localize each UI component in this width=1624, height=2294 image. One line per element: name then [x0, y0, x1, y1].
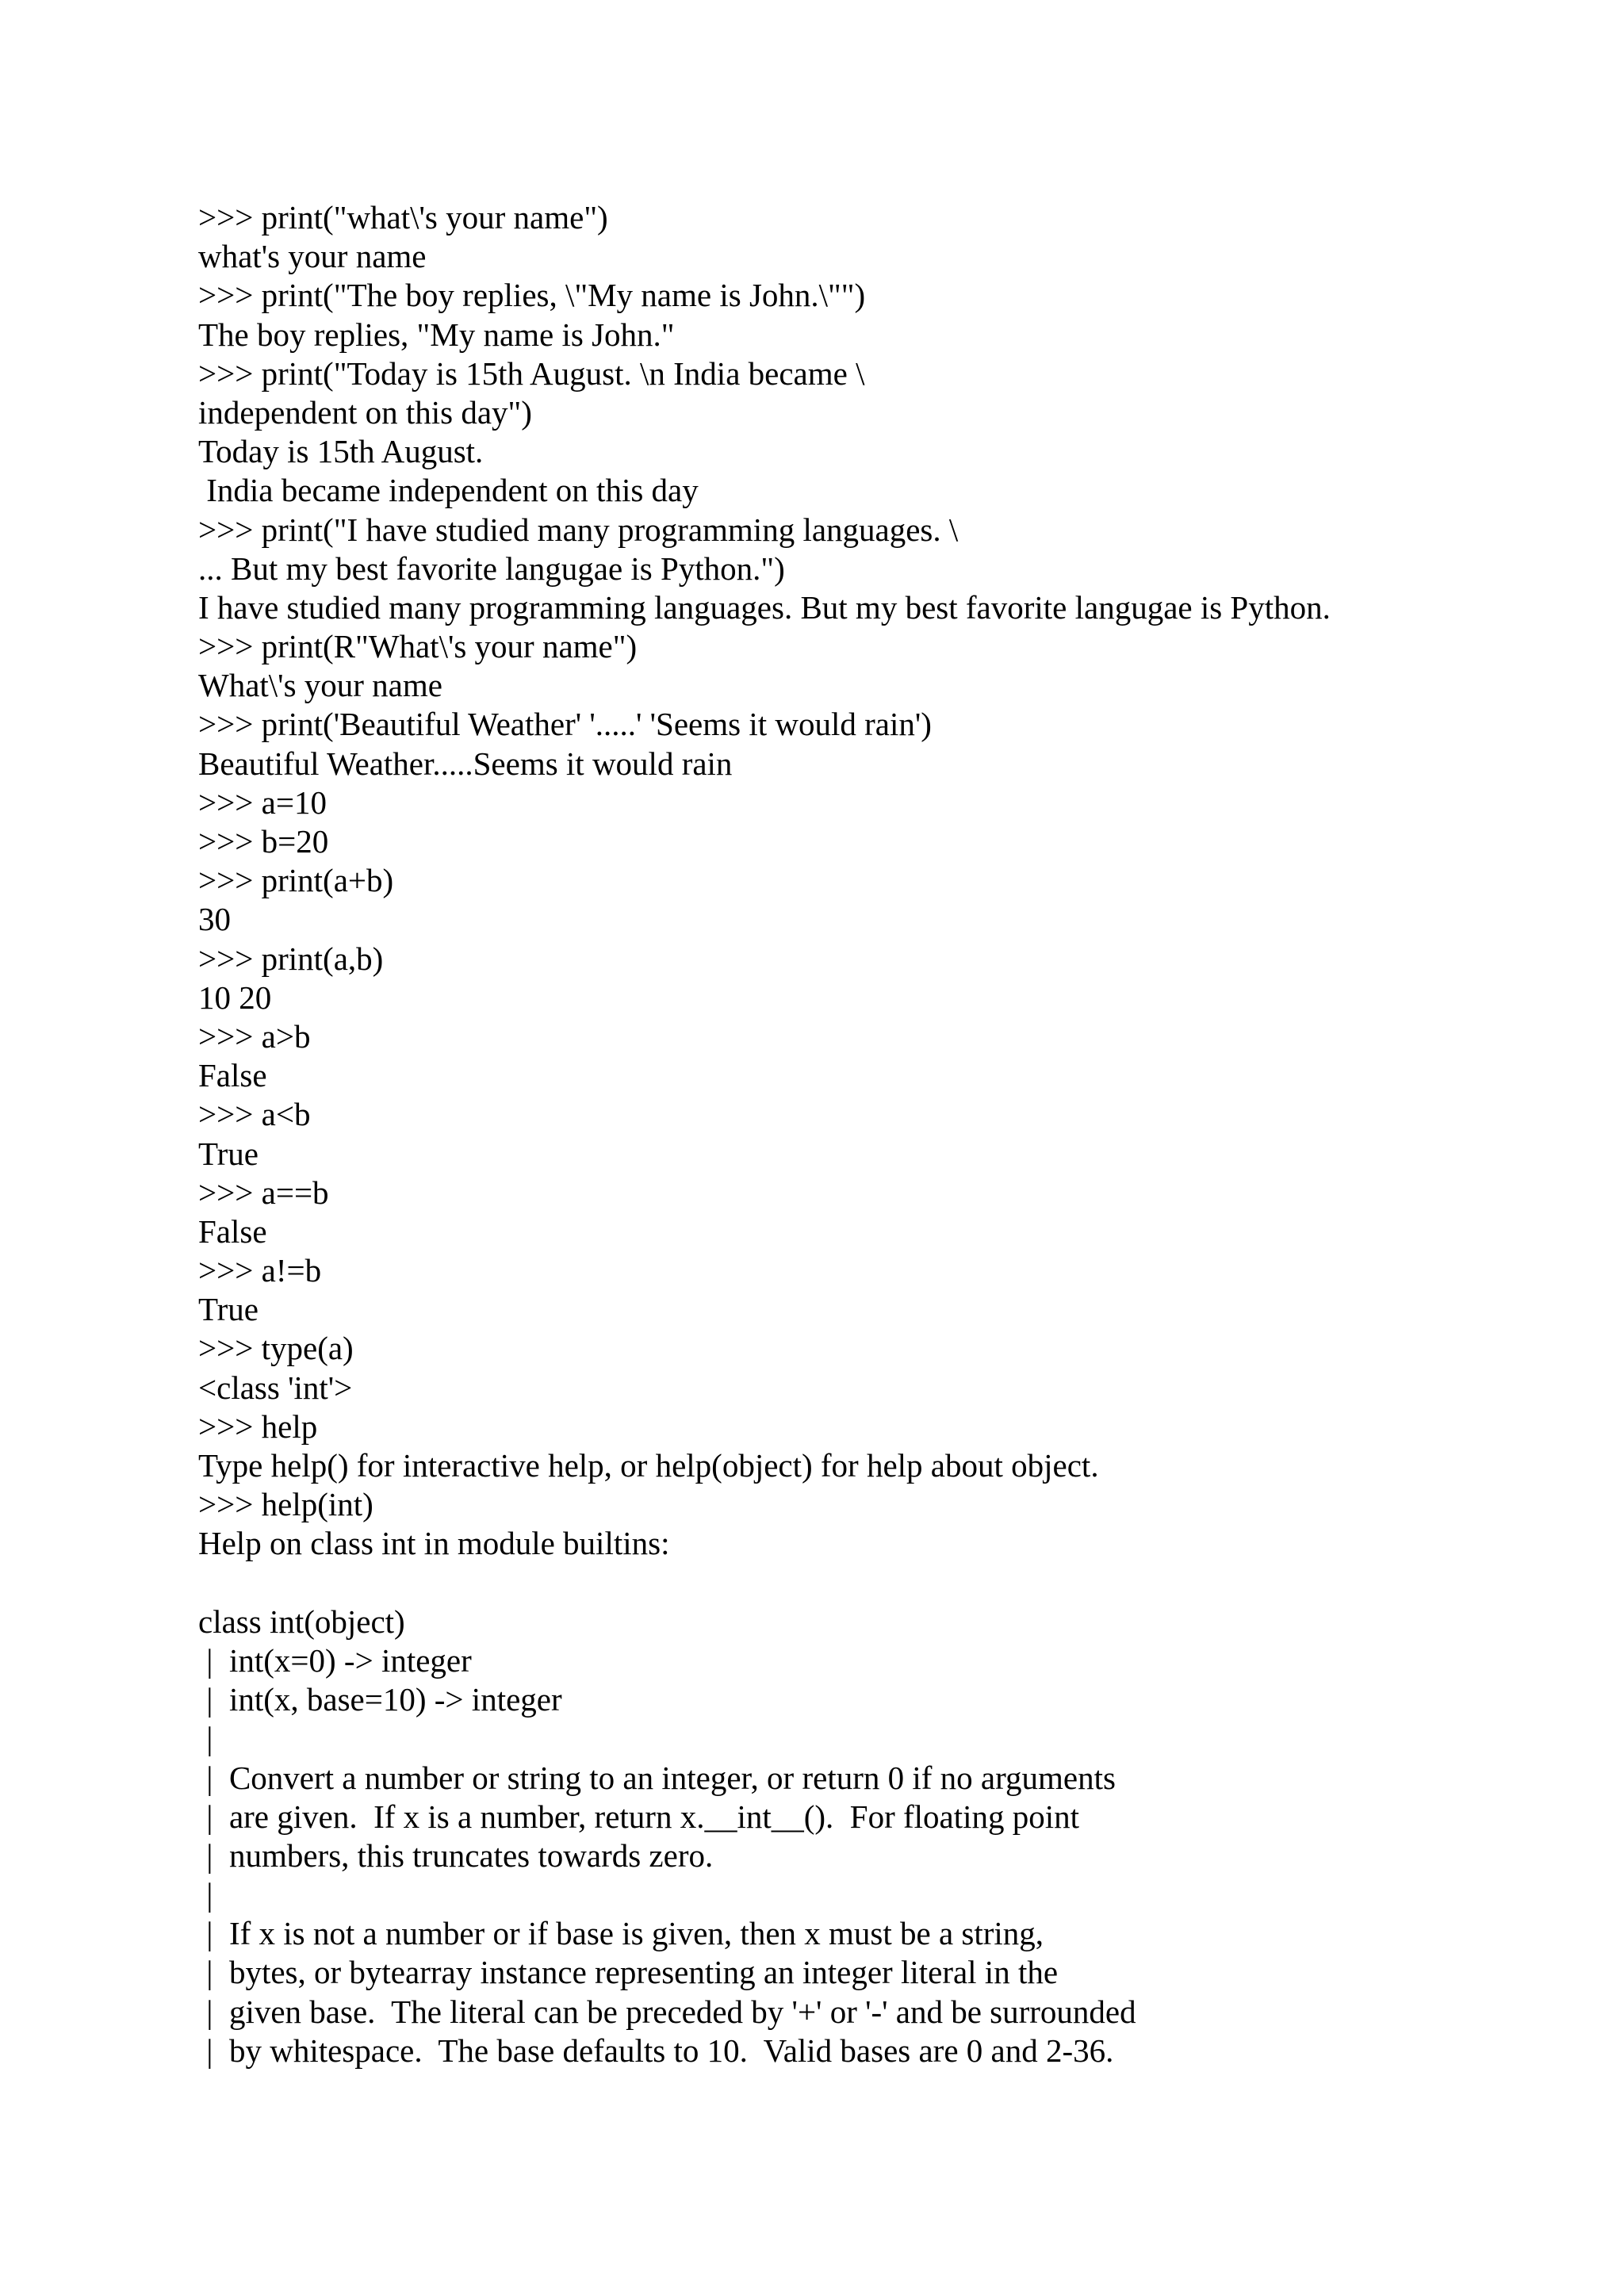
- text-line: >>> print(a,b): [198, 940, 384, 977]
- text-line: >>> b=20: [198, 823, 329, 860]
- text-line: >>> print("The boy replies, \"My name is John.\""): [198, 277, 866, 314]
- text-line: Help on class int in module builtins:: [198, 1525, 670, 1562]
- text-line: | by whitespace. The base defaults to 10. Valid bases are 0 and 2-36.: [198, 2032, 1114, 2069]
- text-line: Today is 15th August.: [198, 433, 484, 470]
- text-line: 30: [198, 901, 231, 938]
- text-line: >>> print(R"What\'s your name"): [198, 628, 638, 665]
- text-line: >>> print("I have studied many programming languages. \: [198, 511, 959, 548]
- text-line: class int(object): [198, 1603, 405, 1640]
- text-line: I have studied many programming languages. But my best favorite langugae is Python.: [198, 588, 1331, 626]
- text-line: Type help() for interactive help, or help(object) for help about object.: [198, 1447, 1099, 1484]
- text-line: The boy replies, "My name is John.": [198, 316, 675, 353]
- text-line: >>> a==b: [198, 1174, 329, 1211]
- text-line: |: [198, 1876, 229, 1913]
- text-line: | numbers, this truncates towards zero.: [198, 1836, 714, 1874]
- text-line: India became independent on this day: [198, 472, 699, 509]
- text-line: True: [198, 1135, 259, 1172]
- text-line: False: [198, 1212, 267, 1250]
- blank-line: [198, 1564, 1507, 1603]
- text-line: | int(x=0) -> integer: [198, 1641, 472, 1679]
- text-line: False: [198, 1057, 267, 1094]
- text-line: >>> a!=b: [198, 1252, 322, 1289]
- text-line: | given base. The literal can be preceded by '+' or '-' and be surrounded: [198, 1993, 1136, 2030]
- text-line: >>> print('Beautiful Weather' '.....' 'Seems it would rain'): [198, 706, 932, 743]
- text-line: | bytes, or bytearray instance representing an integer literal in the: [198, 1954, 1059, 1991]
- text-line: | If x is not a number or if base is given, then x must be a string,: [198, 1915, 1044, 1952]
- text-line: what's your name: [198, 238, 427, 275]
- text-line: >>> a<b: [198, 1096, 311, 1133]
- text-line: What\'s your name: [198, 667, 442, 704]
- text-line: | int(x, base=10) -> integer: [198, 1681, 562, 1718]
- text-line: | Convert a number or string to an integer, or return 0 if no arguments: [198, 1759, 1116, 1796]
- text-line: >>> print(a+b): [198, 862, 394, 899]
- text-line: >>> type(a): [198, 1330, 354, 1367]
- text-line: | are given. If x is a number, return x.__int__(). For floating point: [198, 1798, 1080, 1835]
- text-line: >>> print("what\'s your name"): [198, 199, 608, 236]
- text-line: >>> help: [198, 1407, 318, 1445]
- text-line: ... But my best favorite langugae is Python."): [198, 550, 785, 587]
- text-line: >>> help(int): [198, 1486, 373, 1523]
- text-line: 10 20: [198, 978, 272, 1016]
- text-line: >>> print("Today is 15th August. \n India became \: [198, 354, 865, 392]
- text-line: >>> a=10: [198, 783, 327, 821]
- text-line: |: [198, 1720, 229, 1757]
- text-line: Beautiful Weather.....Seems it would rain: [198, 745, 733, 782]
- document-text: [198, 198, 1507, 2070]
- text-line: True: [198, 1291, 259, 1328]
- text-line: independent on this day"): [198, 393, 532, 431]
- text-line: <class 'int'>: [198, 1369, 353, 1406]
- text-line: >>> a>b: [198, 1017, 311, 1055]
